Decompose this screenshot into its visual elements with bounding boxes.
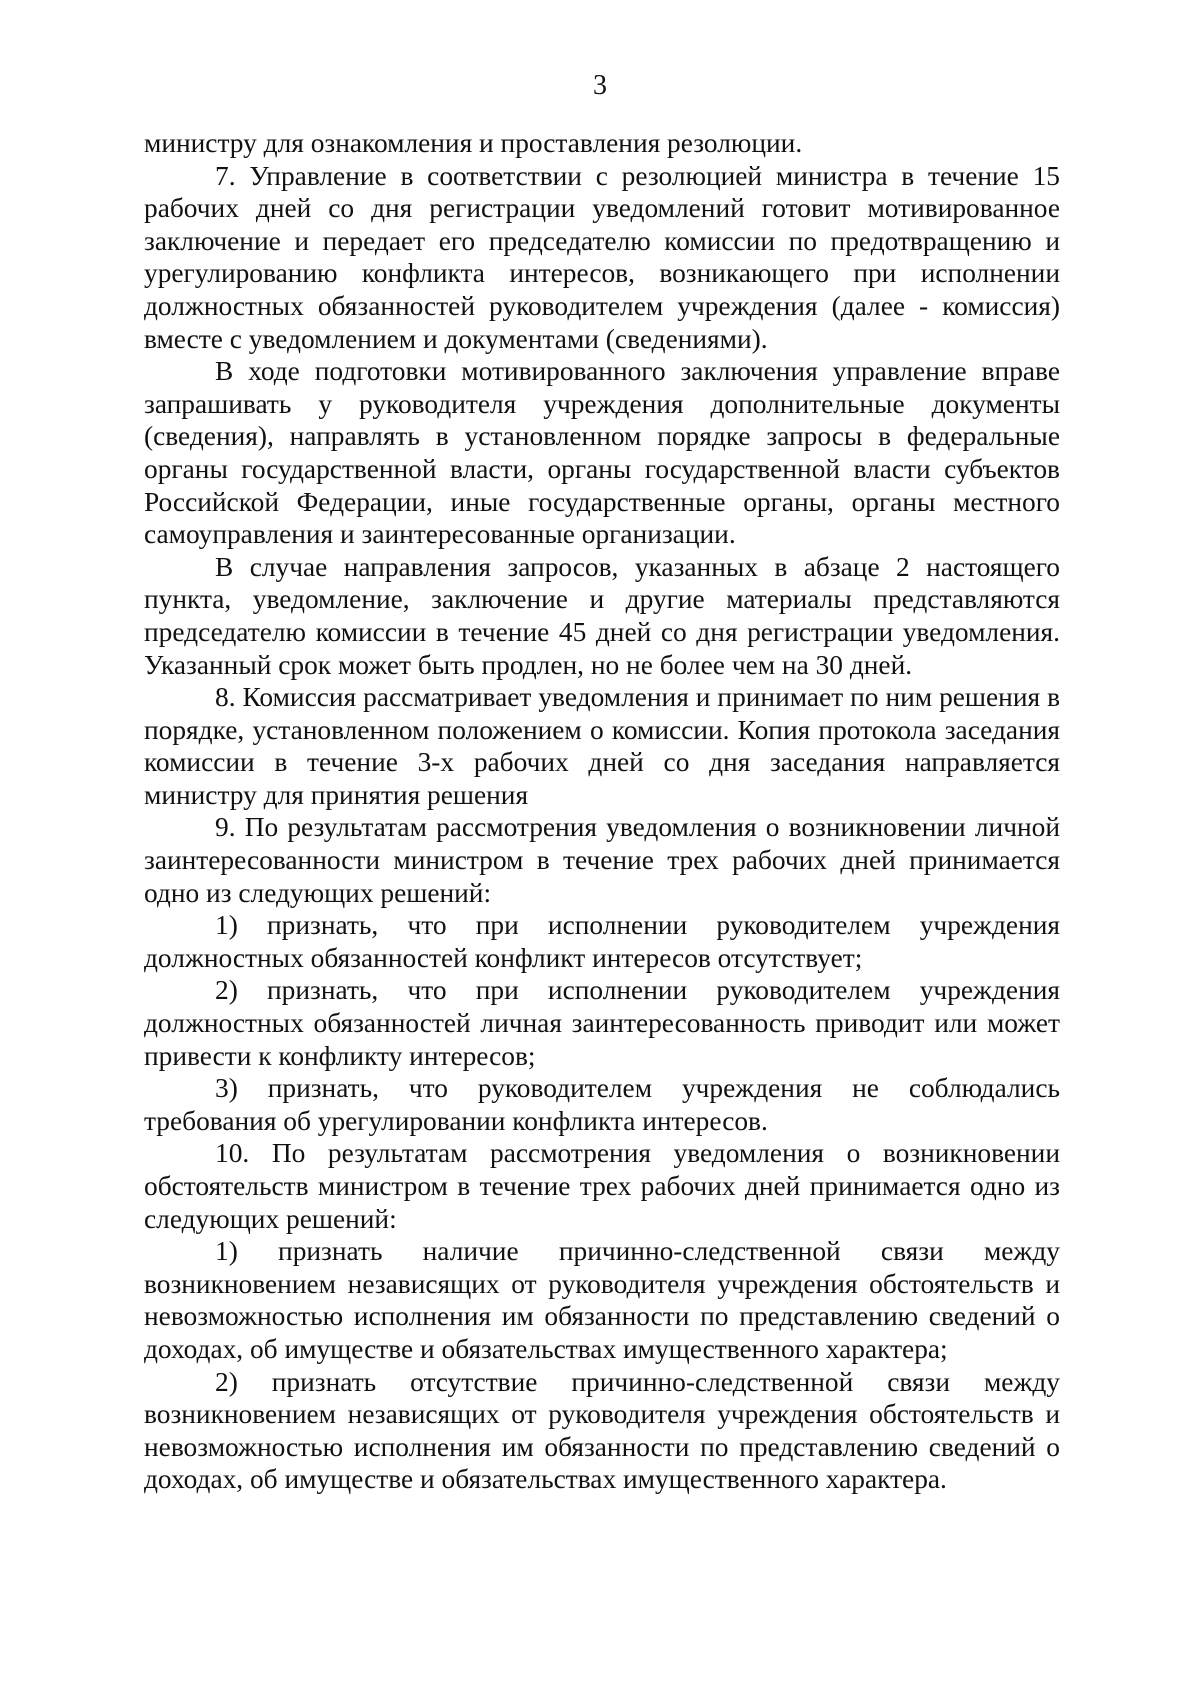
paragraph-item-7-deadline: В случае направления запросов, указанных в абзаце 2 настоящего пункта, уведомление, заключение и другие материалы представляются председателю комиссии в течение 45 дней со дня регистрации уведомления. Указанный срок может быть продлен, но не более чем на 30 дней.	[144, 551, 1060, 680]
paragraph-item-10-option-2: 2) признать отсутствие причинно-следственной связи между возникновением независящих от руководителя учреждения обстоятельств и невозможностью исполнения им обязанности по представлению сведений о доходах, об имуществе и обязательствах имущественного характера.	[144, 1366, 1060, 1495]
paragraph-continuation: министру для ознакомления и проставления резолюции.	[144, 128, 803, 158]
page-number: 3	[593, 70, 607, 101]
paragraph-item-8: 8. Комиссия рассматривает уведомления и принимает по ним решения в порядке, установленном положением о комиссии. Копия протокола заседания комиссии в течение 3-х рабочих дней со дня заседания направляется министру для принятия решения	[144, 682, 1060, 810]
paragraph-item-7: 7. Управление в соответствии с резолюцией министра в течение 15 рабочих дней со дня регистрации уведомлений готовит мотивированное заключение и передает его председателю комиссии по предотвращению и урегулированию конфликта интересов, возникающего при исполнении должностных обязанностей руководителем учреждения (далее - комиссия) вместе с уведомлением и документами (сведениями).	[144, 160, 1060, 354]
document-body	[144, 127, 1060, 1496]
paragraph-item-10-option-1: 1) признать наличие причинно-следственной связи между возникновением независящих от руководителя учреждения обстоятельств и невозможностью исполнения им обязанности по представлению сведений о доходах, об имуществе и обязательствах имущественного характера;	[144, 1236, 1060, 1364]
paragraph-item-7-requests: В ходе подготовки мотивированного заключения управление вправе запрашивать у руководителя учреждения дополнительные документы (сведения), направлять в установленном порядке запросы в федеральные органы государственной власти, органы государственной власти субъектов Российской Федерации, иные государственные органы, органы местного самоуправления и заинтересованные организации.	[144, 356, 1060, 550]
paragraph-item-9-option-1: 1) признать, что при исполнении руководителем учреждения должностных обязанностей конфликт интересов отсутствует;	[144, 910, 1060, 973]
paragraph-item-9: 9. По результатам рассмотрения уведомления о возникновении личной заинтересованности министром в течение трех рабочих дней принимается одно из следующих решений:	[144, 812, 1060, 908]
paragraph-item-9-option-3: 3) признать, что руководителем учреждения не соблюдались требования об урегулировании конфликта интересов.	[144, 1073, 1060, 1136]
paragraph-item-9-option-2: 2) признать, что при исполнении руководителем учреждения должностных обязанностей личная заинтересованность приводит или может привести к конфликту интересов;	[144, 975, 1060, 1071]
paragraph-item-10: 10. По результатам рассмотрения уведомления о возникновении обстоятельств министром в течение трех рабочих дней принимается одно из следующих решений:	[144, 1138, 1060, 1234]
